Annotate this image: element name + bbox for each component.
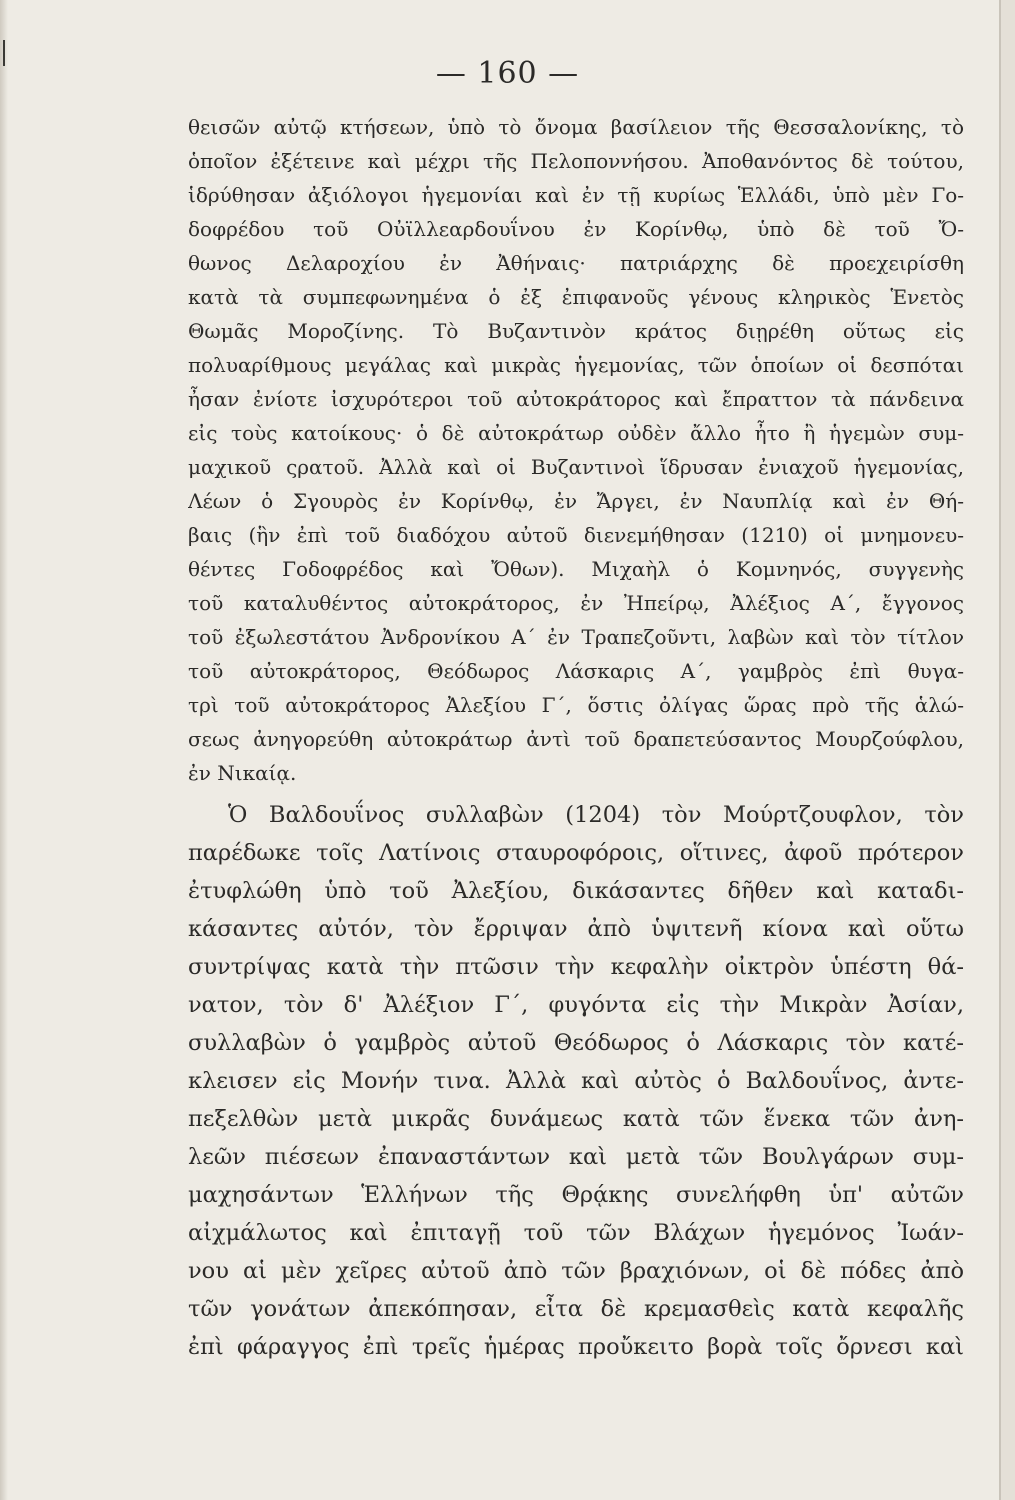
text-line: συντρίψας κατὰ τὴν πτῶσιν τὴν κεφαλὴν οἰκτρὸν ὑπέστη θά- [188, 954, 964, 980]
text-line: θωνος Δελαροχίου ἐν Ἀθήναις· πατριάρχης δὲ προεχειρίσθη [188, 251, 964, 275]
text-line: μαχησάντων Ἑλλήνων τῆς Θρᾴκης συνελήφθη ὑπ' αὐτῶν [188, 1182, 964, 1208]
text-line: ὁποῖον ἐξέτεινε καὶ μέχρι τῆς Πελοποννήσου. Ἀποθανόντος δὲ τούτου, [188, 149, 964, 173]
text-line: νατον, τὸν δ' Ἀλέξιον Γ΄, φυγόντα εἰς τὴν Μικρὰν Ἀσίαν, [188, 992, 964, 1018]
page-left-edge [0, 0, 8, 1500]
text-line: κλεισεν εἰς Μονήν τινα. Ἀλλὰ καὶ αὐτὸς ὁ Βαλδουΐνος, ἀντε- [188, 1068, 964, 1094]
paragraph-2 [188, 796, 964, 1366]
page-right-edge [1001, 0, 1015, 1500]
text-line: Ὁ Βαλδουΐνος συλλαβὼν (1204) τὸν Μούρτζουφλον, τὸν [228, 802, 964, 828]
page-number: — 160 — [435, 56, 580, 91]
text-line: παρέδωκε τοῖς Λατίνοις σταυροφόροις, οἵτινες, ἀφοῦ πρότερον [188, 840, 964, 866]
text-line: ἐτυφλώθη ὑπὸ τοῦ Ἀλεξίου, δικάσαντες δῆθεν καὶ καταδι- [188, 878, 964, 904]
text-line: σεως ἀνηγορεύθη αὐτοκράτωρ ἀντὶ τοῦ δραπετεύσαντος Μουρζούφλου, [188, 727, 964, 751]
text-line: εἰς τοὺς κατοίκους· ὁ δὲ αὐτοκράτωρ οὐδὲν ἄλλο ἦτο ἢ ἡγεμὼν συμ- [188, 421, 964, 445]
text-line: ἐν Νικαίᾳ. [188, 761, 297, 785]
text-line: μαχικοῦ ςρατοῦ. Ἀλλὰ καὶ οἱ Βυζαντινοὶ ἵδρυσαν ἐνιαχοῦ ἡγεμονίας, [188, 455, 964, 479]
text-line: αἰχμάλωτος καὶ ἐπιταγῇ τοῦ τῶν Βλάχων ἡγεμόνος Ἰωάν- [188, 1220, 964, 1246]
text-line: συλλαβὼν ὁ γαμβρὸς αὐτοῦ Θεόδωρος ὁ Λάσκαρις τὸν κατέ- [188, 1030, 964, 1056]
text-line: τρὶ τοῦ αὐτοκράτορος Ἀλεξίου Γ΄, ὅστις ὀλίγας ὥρας πρὸ τῆς ἁλώ- [188, 693, 964, 717]
body-text [188, 110, 964, 1366]
text-line: ἐπὶ φάραγγος ἐπὶ τρεῖς ἡμέρας προὔκειτο βορὰ τοῖς ὄρνεσι καὶ [188, 1334, 964, 1360]
text-line: κάσαντες αὐτόν, τὸν ἔρριψαν ἀπὸ ὑψιτενῆ κίονα καὶ οὕτω [188, 916, 964, 942]
text-line: τοῦ αὐτοκράτορος, Θεόδωρος Λάσκαρις Α΄, γαμβρὸς ἐπὶ θυγα- [188, 659, 964, 683]
text-line: Θωμᾶς Μοροζίνης. Τὸ Βυζαντινὸν κράτος διῃρέθη οὕτως εἰς [188, 319, 964, 343]
text-line: νου αἱ μὲν χεῖρες αὐτοῦ ἀπὸ τῶν βραχιόνων, οἱ δὲ πόδες ἀπὸ [188, 1258, 964, 1284]
text-line: κατὰ τὰ συμπεφωνημένα ὁ ἐξ ἐπιφανοῦς γένους κληρικὸς Ἑνετὸς [188, 285, 964, 309]
text-line: Λέων ὁ Σγουρὸς ἐν Κορίνθῳ, ἐν Ἄργει, ἐν Ναυπλίᾳ καὶ ἐν Θή- [188, 489, 964, 513]
text-line: βαις (ἣν ἐπὶ τοῦ διαδόχου αὐτοῦ διενεμήθησαν (1210) οἱ μνημονευ- [188, 523, 964, 547]
text-line: θεισῶν αὐτῷ κτήσεων, ὑπὸ τὸ ὄνομα βασίλειον τῆς Θεσσαλονίκης, τὸ [188, 115, 964, 139]
text-line: ἦσαν ἐνίοτε ἰσχυρότεροι τοῦ αὐτοκράτορος καὶ ἔπραττον τὰ πάνδεινα [188, 387, 964, 411]
text-line: τῶν γονάτων ἀπεκόπησαν, εἶτα δὲ κρεμασθεὶς κατὰ κεφαλῆς [188, 1296, 964, 1322]
text-line: δοφρέδου τοῦ Οὐϊλλεαρδουΐνου ἐν Κορίνθῳ, ὑπὸ δὲ τοῦ Ὄ- [188, 217, 964, 241]
text-line: λεῶν πιέσεων ἐπαναστάντων καὶ μετὰ τῶν Βουλγάρων συμ- [188, 1144, 964, 1170]
text-line: πολυαρίθμους μεγάλας καὶ μικρὰς ἡγεμονίας, τῶν ὁποίων οἱ δεσπόται [188, 353, 964, 377]
text-line: θέντες Γοδοφρέδος καὶ Ὄθων). Μιχαὴλ ὁ Κομνηνός, συγγενὴς [188, 557, 964, 581]
text-line: τοῦ ἐξωλεστάτου Ἀνδρονίκου Α΄ ἐν Τραπεζοῦντι, λαβὼν καὶ τὸν τίτλον [188, 625, 964, 649]
text-line: τοῦ καταλυθέντος αὐτοκράτορος, ἐν Ἠπείρῳ, Ἀλέξιος Α΄, ἔγγονος [188, 591, 964, 615]
paragraph-1 [188, 110, 964, 790]
text-line: πεξελθὼν μετὰ μικρᾶς δυνάμεως κατὰ τῶν ἕνεκα τῶν ἀνη- [188, 1106, 964, 1132]
text-line: ἱδρύθησαν ἀξιόλογοι ἡγεμονίαι καὶ ἐν τῇ κυρίως Ἑλλάδι, ὑπὸ μὲν Γο- [188, 183, 964, 207]
